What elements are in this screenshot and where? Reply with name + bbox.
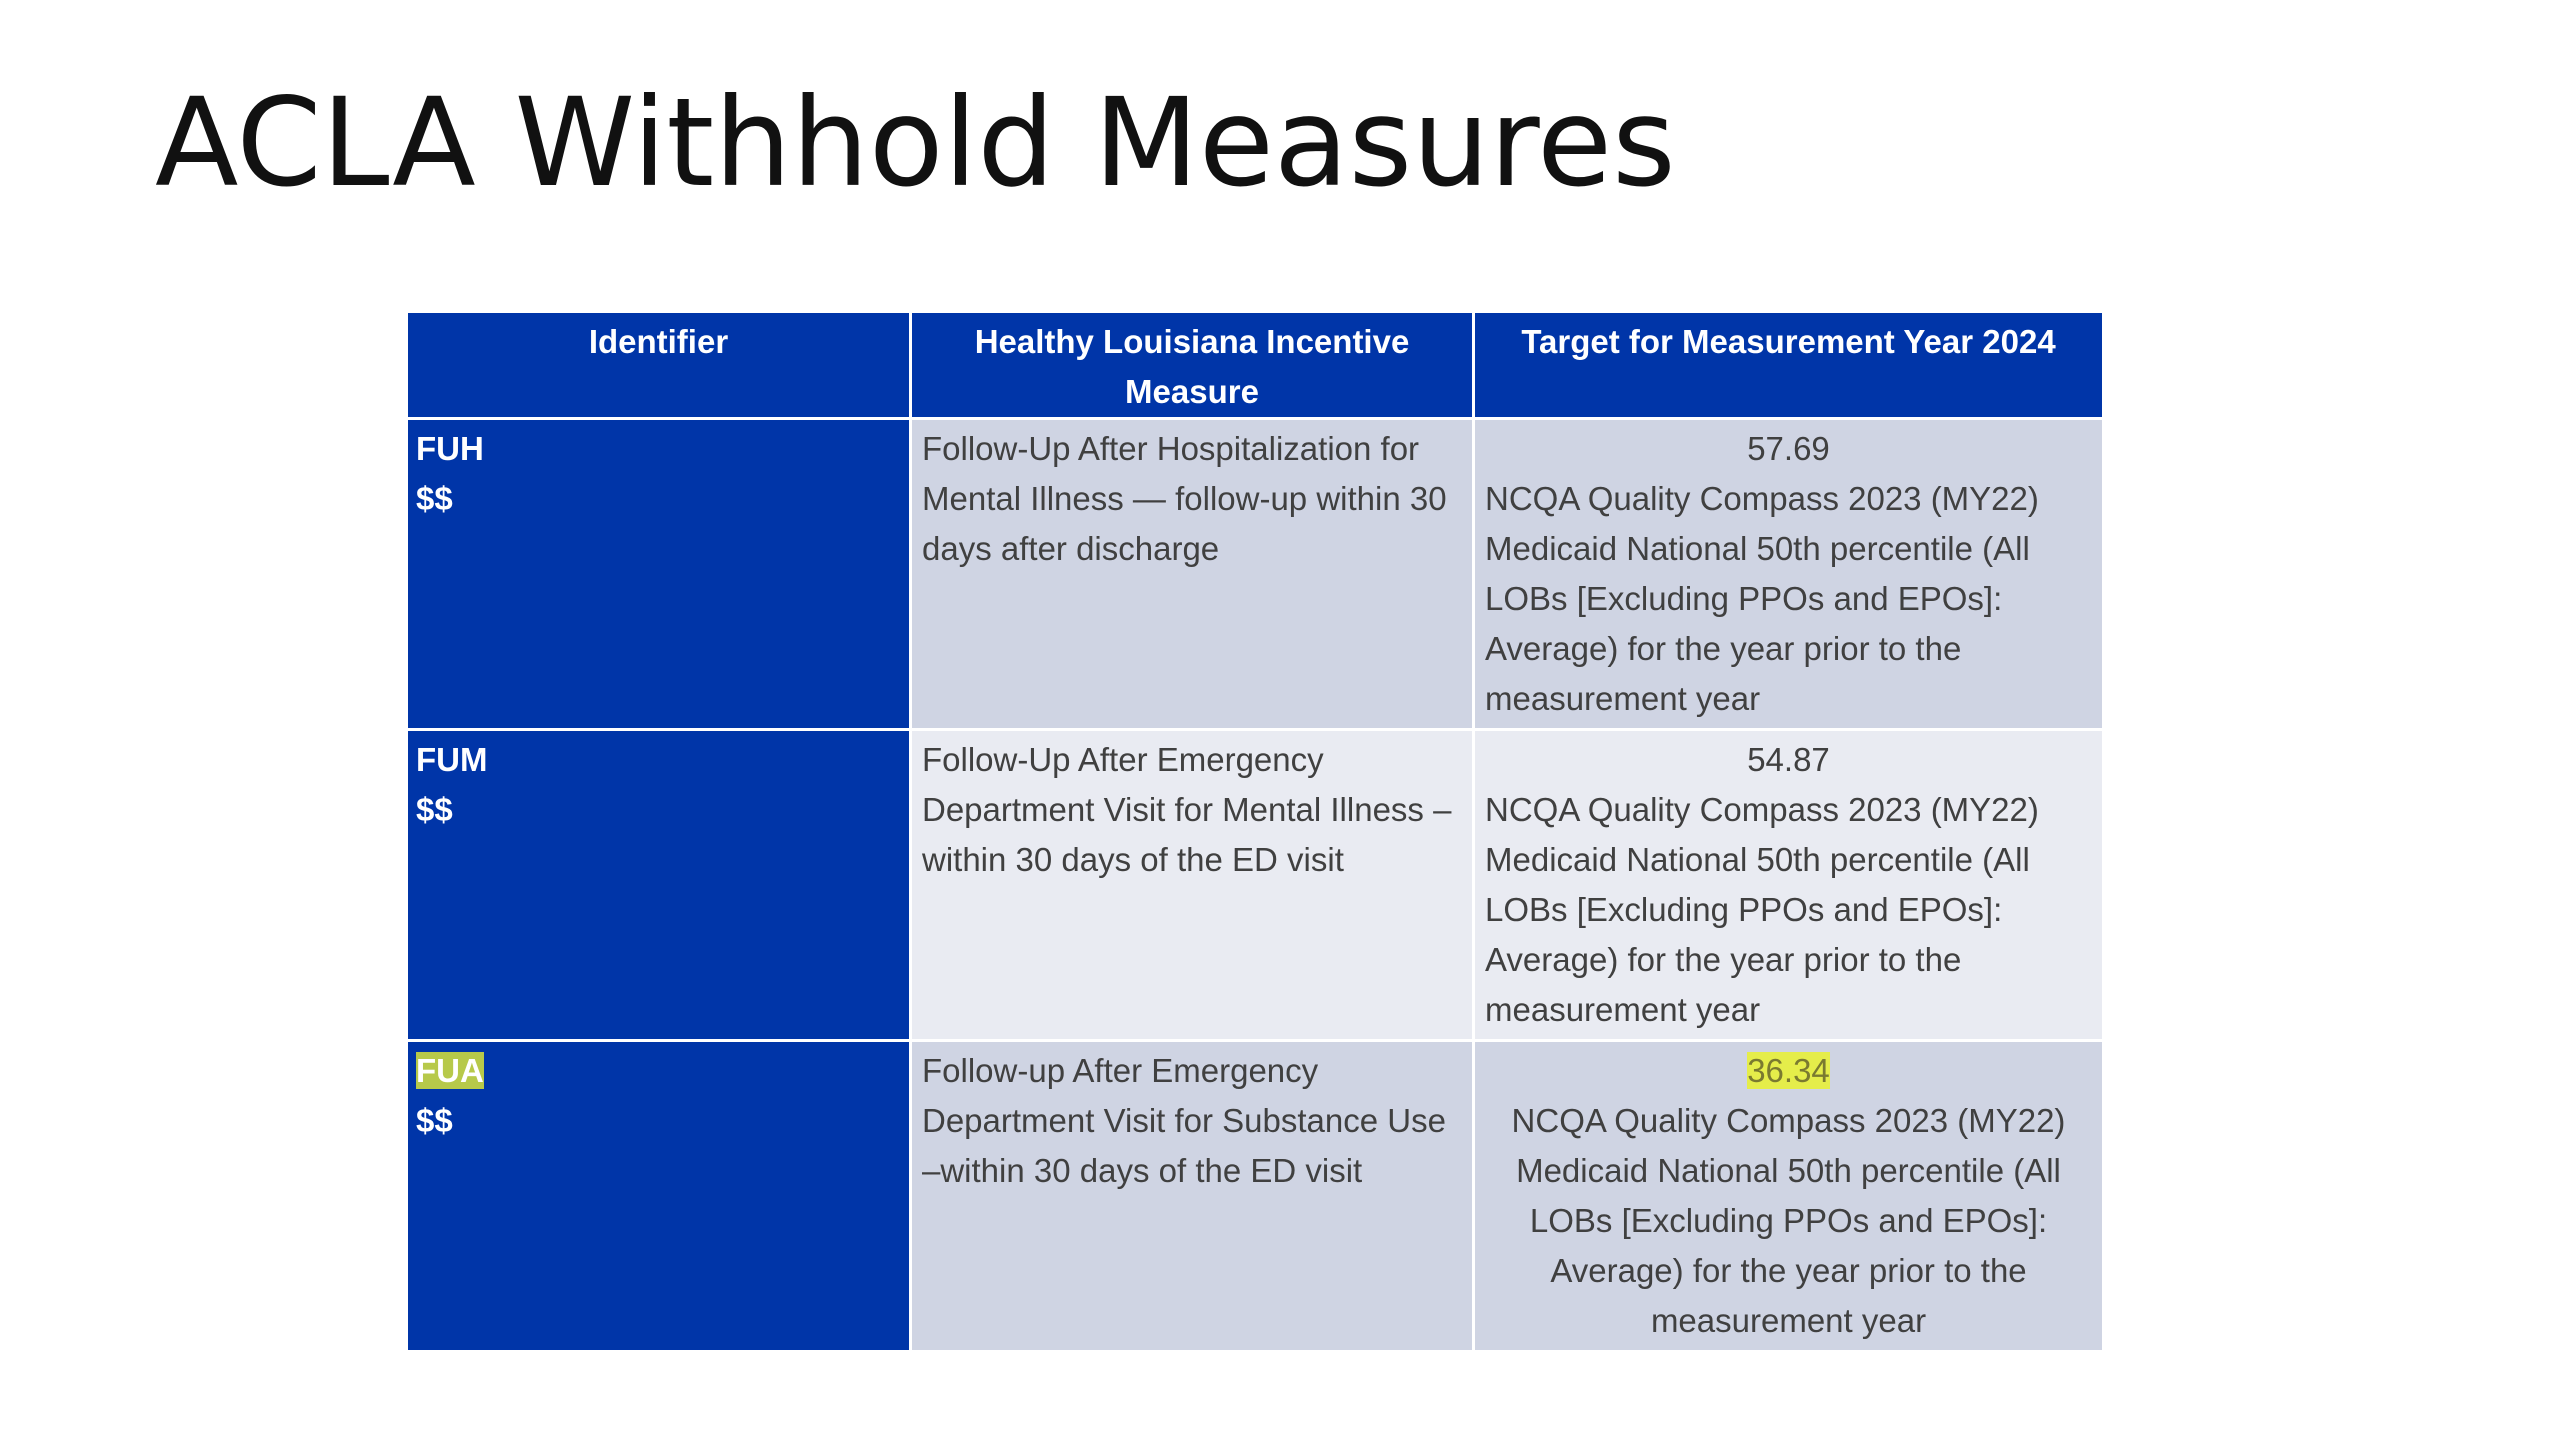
target-cell [1474, 730, 2104, 1041]
measure-cell: Follow-Up After Hospitalization for Mental Illness — follow-up within 30 days after discharge [911, 419, 1474, 730]
measure-cell: Follow-up After Emergency Department Visit for Substance Use –within 30 days of the ED visit [911, 1041, 1474, 1352]
identifier-cell [407, 1041, 911, 1352]
measure-cell: Follow-Up After Emergency Department Visit for Mental Illness –within 30 days of the ED visit [911, 730, 1474, 1041]
table-row [407, 419, 2104, 730]
table-row [407, 730, 2104, 1041]
identifier-code: FUH [416, 430, 484, 467]
target-value: 54.87 [1747, 741, 1830, 778]
identifier-cell [407, 730, 911, 1041]
slide-title: ACLA Withhold Measures [155, 72, 1676, 214]
header-target: Target for Measurement Year 2024 [1474, 312, 2104, 419]
identifier-code: FUM [416, 741, 488, 778]
identifier-code-highlighted: FUA [416, 1052, 484, 1089]
target-value-highlighted: 36.34 [1747, 1052, 1830, 1089]
header-identifier: Identifier [407, 312, 911, 419]
measures-table [405, 310, 2105, 1353]
header-incentive-measure: Healthy Louisiana Incentive Measure [911, 312, 1474, 419]
target-note: NCQA Quality Compass 2023 (MY22) Medicaid National 50th percentile (All LOBs [Excluding PPOs and EPOs]: Average) for the year prior to the measurement year [1485, 791, 2039, 1028]
withhold-symbol: $$ [416, 791, 453, 828]
target-cell [1474, 419, 2104, 730]
identifier-cell [407, 419, 911, 730]
table-row [407, 1041, 2104, 1352]
withhold-symbol: $$ [416, 1102, 453, 1139]
target-cell [1474, 1041, 2104, 1352]
target-note: NCQA Quality Compass 2023 (MY22) Medicaid National 50th percentile (All LOBs [Excluding PPOs and EPOs]: Average) for the year prior to the measurement year [1485, 480, 2039, 717]
target-note: NCQA Quality Compass 2023 (MY22) Medicaid National 50th percentile (All LOBs [Excluding PPOs and EPOs]: Average) for the year prior to the measurement year [1511, 1102, 2066, 1339]
table-header-row [407, 312, 2104, 419]
target-value: 57.69 [1747, 430, 1830, 467]
withhold-symbol: $$ [416, 480, 453, 517]
